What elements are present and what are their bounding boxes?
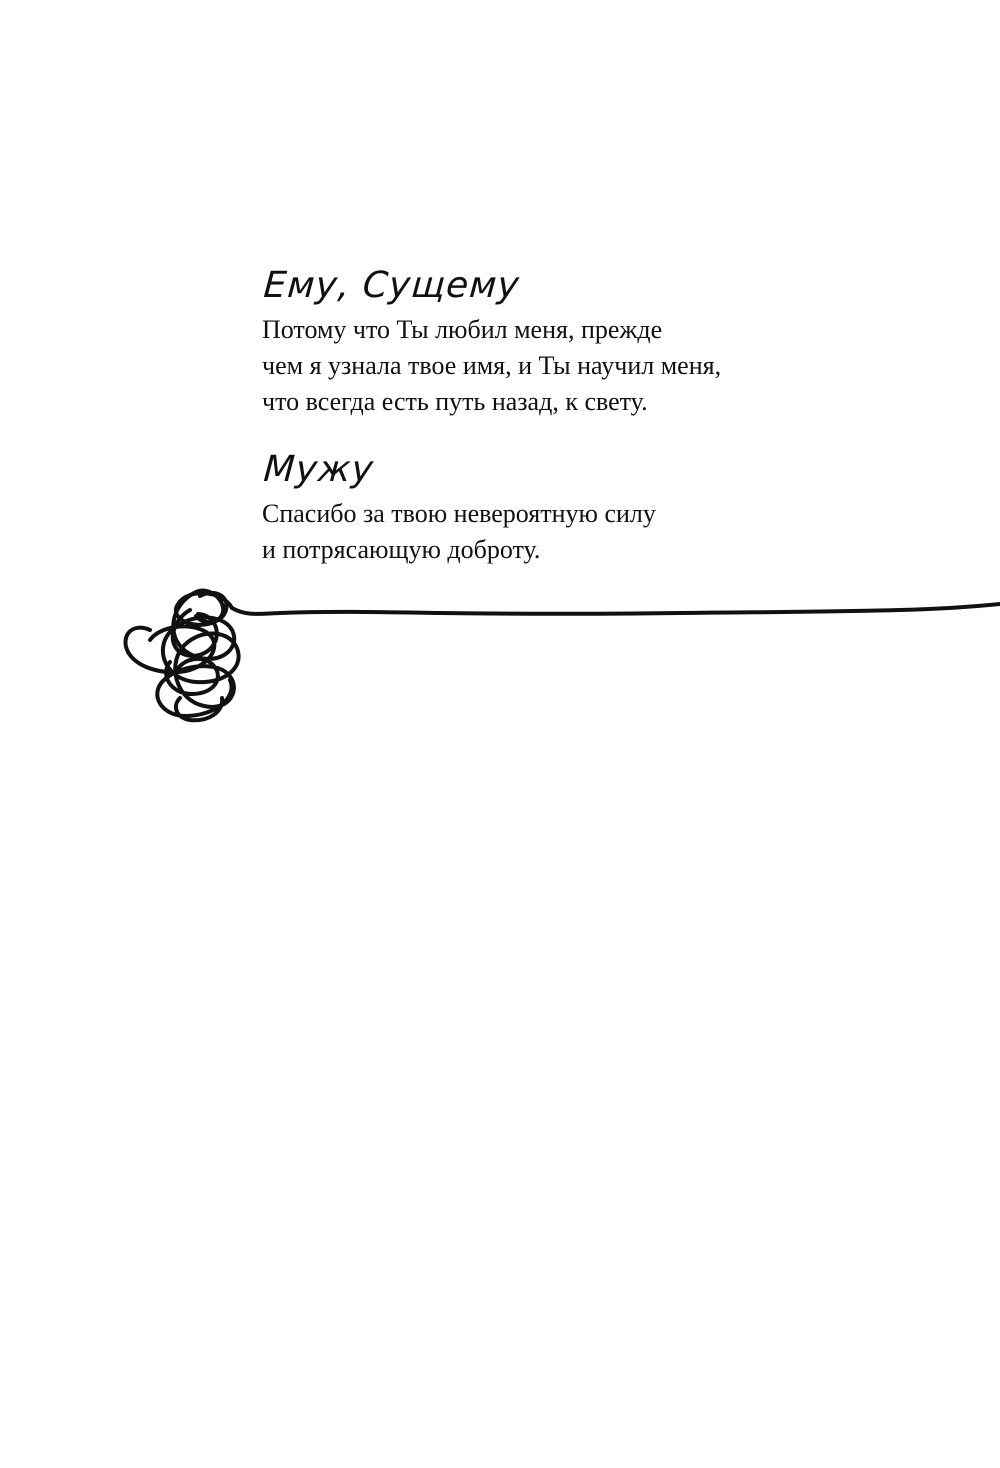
scribble-thread — [232, 604, 1000, 614]
dedication-text-husband — [262, 496, 822, 568]
scribble-knot — [125, 591, 238, 721]
dedication-line: Потому что Ты любил меня, прежде — [262, 315, 663, 344]
dedication-line: чем я узнала твое имя, и Ты научил меня, — [262, 351, 722, 380]
dedication-line: Спасибо за твою невероятную силу — [262, 499, 656, 528]
dedication-text-god — [262, 312, 822, 420]
dedication-block — [262, 262, 822, 568]
dedication-line: что всегда есть путь назад, к свету. — [262, 387, 648, 416]
dedication-heading-husband: Мужу — [262, 449, 376, 490]
scribble-thread-icon — [0, 570, 1000, 730]
dedication-heading-god: Ему, Сущему — [262, 265, 522, 306]
dedication-line: и потрясающую доброту. — [262, 535, 541, 564]
